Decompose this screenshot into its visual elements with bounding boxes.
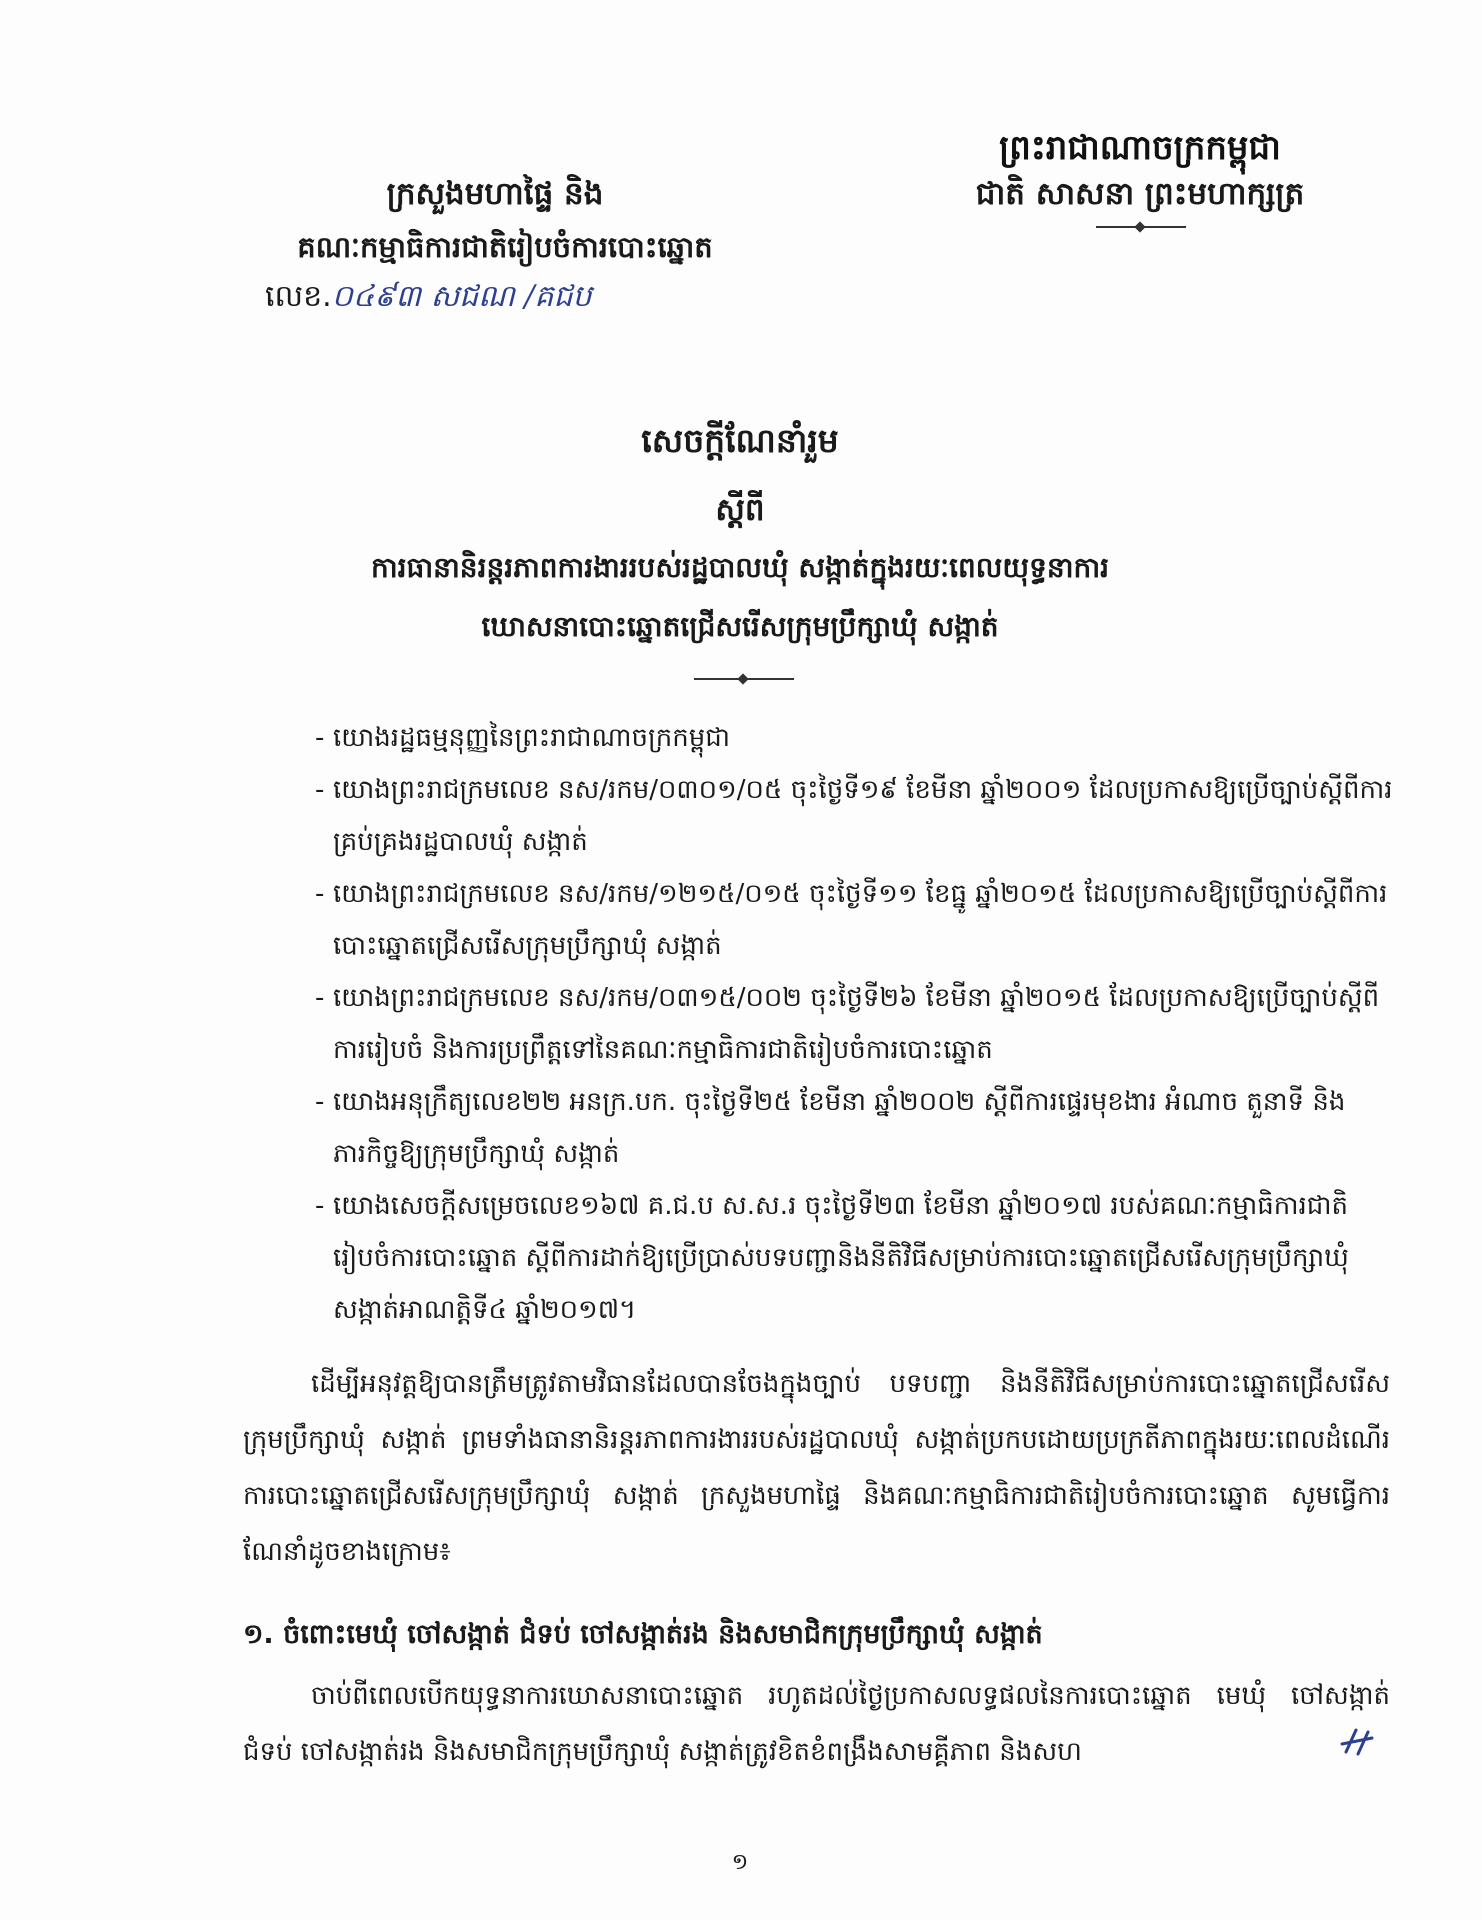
ministry-name: ក្រសួងមហាផ្ទៃ និង (386, 176, 604, 212)
title-subject-line-2: ឃោសនាបោះឆ្នោតជ្រើសរើសក្រុមប្រឹក្សាឃុំ សង្កាត់ (481, 610, 999, 643)
consideration-item: - យោងព្រះរាជក្រមលេខ នស/រកម/០៣១៥/០០២ ចុះថ្ងៃទី២៦ ខែមីនា ឆ្នាំ២០១៥ ដែលប្រកាសឱ្យប្រើច្បាប់ស្តីពីការរៀបចំ និងការប្រព្រឹត្តទៅនៃគណៈកម្មាធិការជាតិរៀបចំការបោះឆ្នោត (315, 972, 1395, 1076)
reference-number (265, 275, 785, 319)
consideration-item: - យោងសេចក្តីសម្រេចលេខ១៦៧ គ.ជ.ប ស.ស.រ ចុះថ្ងៃទី២៣ ខែមីនា ឆ្នាំ២០១៧ របស់គណៈកម្មាធិការជាតិរៀបចំការបោះឆ្នោត ស្តីពីការដាក់ឱ្យប្រើប្រាស់បទបញ្ជានិងនីតិវិធីសម្រាប់ការបោះឆ្នោតជ្រើសរើសក្រុមប្រឹក្សាឃុំ សង្កាត់អាណត្តិទី៤ ឆ្នាំ២០១៧។ (315, 1180, 1395, 1336)
national-motto: ជាតិ សាសនា ព្រះមហាក្សត្រ (975, 176, 1305, 212)
consideration-item: - យោងអនុក្រឹត្យលេខ២២ អនក្រ.បក. ចុះថ្ងៃទី២៥ ខែមីនា ឆ្នាំ២០០២ ស្តីពីការផ្ទេរមុខងារ អំណាច តួនាទី និងភារកិច្ចឱ្យក្រុមប្រឹក្សាឃុំ សង្កាត់ (315, 1076, 1395, 1180)
document-title: សេចក្តីណែនាំរួម (641, 421, 839, 460)
section-1-paragraph: ចាប់ពីពេលបើកយុទ្ធនាការឃោសនាបោះឆ្នោត រហូតដល់ថ្ងៃប្រកាសលទ្ធផលនៃការបោះឆ្នោត មេឃុំ ចៅសង្កាត់ ជំទប់ ចៅសង្កាត់រង និងសមាជិកក្រុមប្រឹក្សាឃុំ សង្កាត់ត្រូវខិតខំពង្រឹងសាមគ្គីភាព និងសហ (243, 1681, 1390, 1767)
motto-divider (1096, 226, 1186, 228)
section-1-heading: ១. ចំពោះមេឃុំ ចៅសង្កាត់ ជំទប់ ចៅសង្កាត់រង និងសមាជិកក្រុមប្រឹក្សាឃុំ សង្កាត់ (243, 1619, 1043, 1650)
committee-name: គណៈកម្មាធិការជាតិរៀបចំការបោះឆ្នោត (297, 230, 713, 264)
consideration-item: - យោងរដ្ឋធម្មនុញ្ញនៃព្រះរាជាណាចក្រកម្ពុជា (315, 712, 1395, 764)
page-number: ១ (731, 1850, 749, 1875)
consideration-item: - យោងព្រះរាជក្រមលេខ នស/រកម/១២១៥/០១៥ ចុះថ្ងៃទី១១ ខែធ្នូ ឆ្នាំ២០១៥ ដែលប្រកាសឱ្យប្រើច្បាប់ស្តីពីការបោះឆ្នោតជ្រើសរើសក្រុមប្រឹក្សាឃុំ សង្កាត់ (315, 868, 1395, 972)
intro-paragraph: ដើម្បីអនុវត្តឱ្យបានត្រឹមត្រូវតាមវិធានដែលបានចែងក្នុងច្បាប់ បទបញ្ជា និងនីតិវិធីសម្រាប់ការបោះឆ្នោតជ្រើសរើសក្រុមប្រឹក្សាឃុំ សង្កាត់ ព្រមទាំងធានានិរន្តរភាពការងាររបស់រដ្ឋបាលឃុំ សង្កាត់ប្រកបដោយប្រក្រតីភាពក្នុងរយៈពេលដំណើរការបោះឆ្នោតជ្រើសរើសក្រុមប្រឹក្សាឃុំ សង្កាត់ ក្រសួងមហាផ្ទៃ និងគណៈកម្មាធិការជាតិរៀបចំការបោះឆ្នោត សូមធ្វើការណែនាំដូចខាងក្រោម៖ (243, 1369, 1390, 1567)
consideration-item: - យោងព្រះរាជក្រមលេខ នស/រកម/០៣០១/០៥ ចុះថ្ងៃទី១៩ ខែមីនា ឆ្នាំ២០០១ ដែលប្រកាសឱ្យប្រើច្បាប់ស្តីពីការគ្រប់គ្រងរដ្ឋបាលឃុំ សង្កាត់ (315, 764, 1395, 868)
considerations-list (315, 712, 1395, 1336)
title-subject-line-1: ការធានានិរន្តរភាពការងាររបស់រដ្ឋបាលឃុំ សង្កាត់ក្នុងរយៈពេលយុទ្ធនាការ (370, 551, 1110, 584)
title-divider (694, 678, 794, 680)
reference-value-handwritten: ០៤៩៣ សជណ /គជប (331, 279, 592, 314)
kingdom-title: ព្រះរាជាណាចក្រកម្ពុជា (999, 128, 1281, 168)
reference-label: លេខ. (265, 279, 332, 314)
title-about: ស្តីពី (715, 492, 765, 528)
initial-mark-icon (1338, 1722, 1378, 1762)
